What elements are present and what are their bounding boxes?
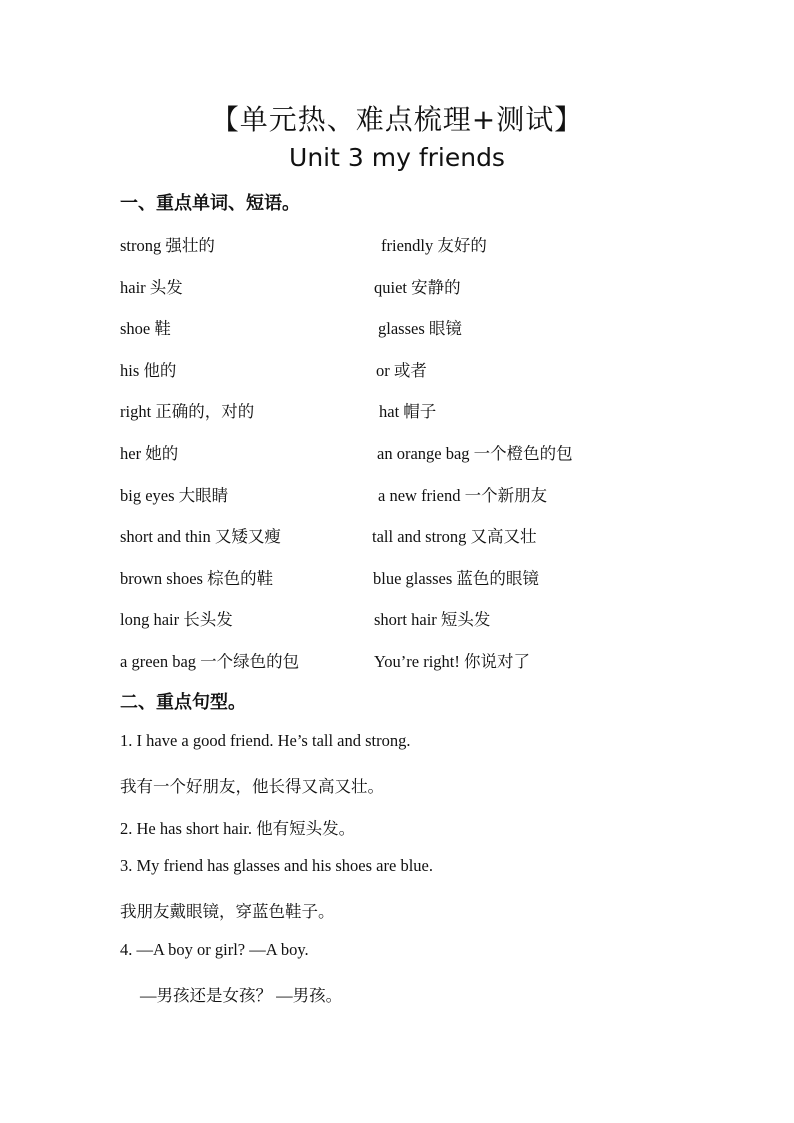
vocab-row — [120, 232, 680, 274]
vocab-row — [120, 315, 680, 357]
vocab-word: shoe 鞋 — [120, 319, 171, 339]
vocab-row — [120, 398, 680, 440]
vocab-word: strong 强壮的 — [120, 236, 215, 255]
vocab-word: You’re right! 你说对了 — [374, 651, 530, 671]
sentence-line: 2. He has short hair. 他有短头发。 — [120, 818, 356, 838]
vocab-word: long hair 长头发 — [120, 610, 233, 630]
section1-heading: 一、重点单词、短语。 — [120, 193, 300, 214]
vocab-word: her 她的 — [120, 443, 179, 463]
document-subtitle: Unit 3 my friends — [289, 143, 505, 172]
vocab-word: a green bag 一个绿色的包 — [120, 651, 300, 671]
vocab-row — [120, 565, 680, 607]
sentence-line: —男孩还是女孩？ —男孩。 — [140, 985, 343, 1005]
sentence-line: 3. My friend has glasses and his shoes are blue. — [120, 856, 433, 876]
vocab-word: quiet 安静的 — [374, 277, 461, 297]
sentence-line: 我有一个好朋友，他长得又高又壮。 — [120, 776, 384, 796]
vocab-word: glasses 眼镜 — [378, 319, 462, 339]
vocab-word: right 正确的，对的 — [120, 402, 255, 422]
key-sentences — [120, 731, 680, 1024]
vocab-word: an orange bag 一个橙色的包 — [377, 443, 573, 463]
vocab-word: blue glasses 蓝色的眼镜 — [373, 568, 539, 588]
vocabulary-table — [120, 232, 680, 690]
vocab-word: short hair 短头发 — [374, 610, 491, 630]
vocab-word: friendly 友好的 — [381, 236, 487, 255]
sentence-line: 4. —A boy or girl? —A boy. — [120, 939, 309, 959]
vocab-row — [120, 482, 680, 524]
vocab-word: his 他的 — [120, 360, 177, 380]
section2-heading: 二、重点句型。 — [120, 692, 246, 713]
vocab-word: tall and strong 又高又壮 — [372, 527, 537, 547]
vocab-word: a new friend 一个新朋友 — [378, 485, 548, 505]
vocab-row — [120, 440, 680, 482]
vocab-word: brown shoes 棕色的鞋 — [120, 568, 274, 588]
vocab-row — [120, 523, 680, 565]
vocab-row — [120, 274, 680, 316]
vocab-row — [120, 357, 680, 399]
vocab-word: short and thin 又矮又瘦 — [120, 527, 281, 547]
sentence-line: 我朋友戴眼镜，穿蓝色鞋子。 — [120, 902, 335, 922]
vocab-word: hair 头发 — [120, 277, 183, 297]
vocab-row — [120, 648, 680, 690]
vocab-row — [120, 606, 680, 648]
vocab-word: big eyes 大眼睛 — [120, 485, 229, 505]
vocab-word: or 或者 — [376, 360, 427, 380]
vocab-word: hat 帽子 — [379, 402, 437, 422]
document-title: 【单元热、难点梳理+测试】 — [210, 103, 584, 136]
sentence-line: 1. I have a good friend. He’s tall and strong. — [120, 731, 411, 750]
